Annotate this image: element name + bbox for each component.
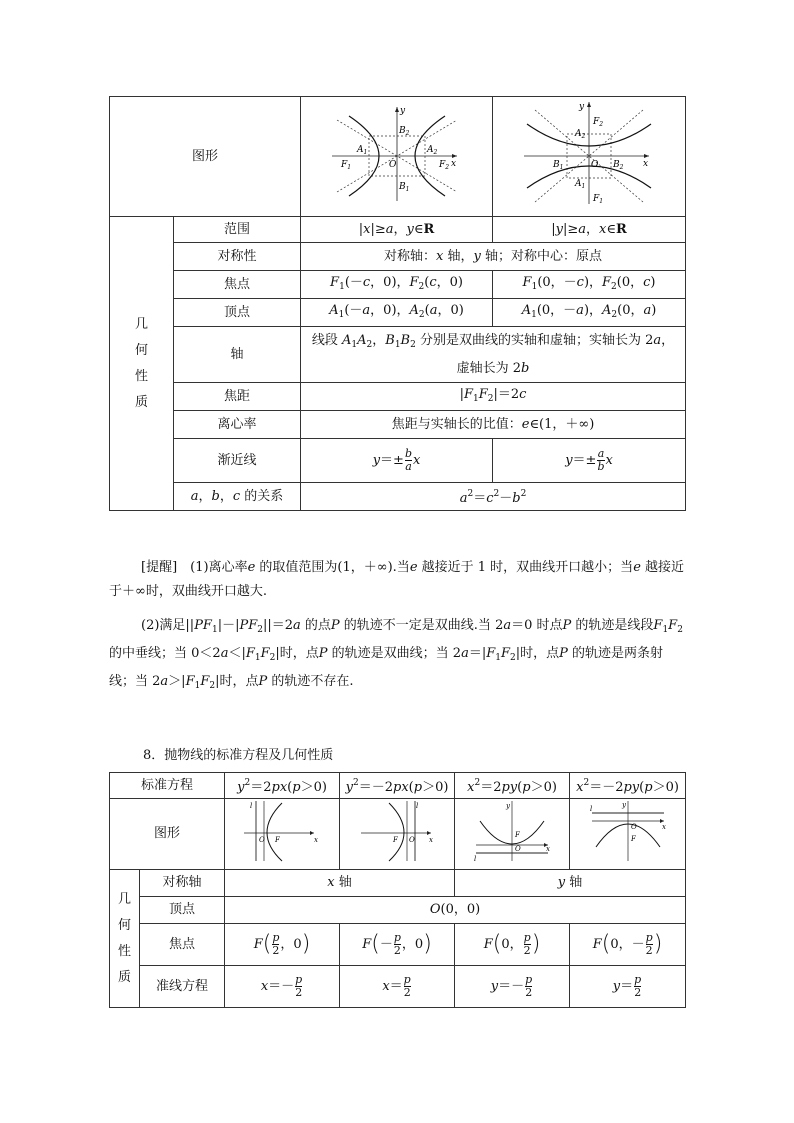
reminder-paragraph-2: (2)满足$||PF_1|-|PF_2||=2a$ 的点P 的轨迹不一定是双曲线.当 2a＝0 时点P 的轨迹是线段$F_1F_2$ 的中垂线；当 $0<2a<|F_1F_2|$时，点P 的轨迹是双曲线；当 $2a=|F_1F_2|$时，点P 的轨迹是两条射线；当 $2a>|F_1F_2|$时，点P 的轨迹不存在. [109, 618, 683, 691]
range-horizontal: |x|≥a，y∈R [301, 217, 493, 243]
parabola-left-figure [340, 799, 455, 870]
y-axis-label: y [399, 105, 405, 116]
svg-text:F: F [393, 836, 398, 844]
focus-horizontal: $F_1(-c$，0)，$F_2(c$，0) [301, 271, 493, 299]
std-eq-up: $x^2=2py(p>0)$ [455, 773, 570, 799]
range-vertical: |y|≥a，x∈R [493, 217, 686, 243]
parabola-vertex-label: 顶点 [140, 897, 225, 924]
svg-text:A1: $A_1$ [575, 178, 586, 190]
svg-text:y: y [621, 801, 626, 809]
horizontal-hyperbola-diagram [327, 104, 467, 204]
svg-text:B1: $B_1$ [553, 159, 564, 171]
parabola-axis-x: x 轴 [225, 870, 455, 897]
svg-text:x: x [429, 836, 433, 844]
relation-label: a，b，c 的关系 [174, 483, 301, 511]
parabola-directrix-left: x＝ $\frac{p}{2}$ [340, 966, 455, 1008]
eccentricity-label: 离心率 [174, 411, 301, 439]
parabola-geometry-label: 几 何 性 质 [110, 870, 140, 1008]
vertex-vertical: $A_1(0$，－a)，$A_2(0$，a) [493, 299, 686, 327]
parabola-right-diagram [242, 799, 322, 863]
svg-text:O: O [409, 836, 415, 844]
focal-distance-value: $|F_1F_2|=2c$ [301, 383, 686, 411]
parabola-axis-label: 对称轴 [140, 870, 225, 897]
svg-text:O: O [630, 823, 637, 831]
svg-text:B2: $B_2$ [613, 159, 624, 171]
svg-text:F2: $F_2$ [593, 116, 604, 128]
parabola-up-figure [455, 799, 570, 870]
parabola-right-figure [225, 799, 340, 870]
std-eq-label: 标准方程 [110, 773, 225, 799]
parabola-properties-table [109, 772, 686, 1008]
std-eq-down: $x^2=-2py(p>0)$ [570, 773, 686, 799]
svg-text:B2: $B_2$ [398, 125, 409, 137]
svg-text:F2: $F_2$ [438, 159, 449, 171]
parabola-focus-down: F(0，－ $\frac{p}{2}$ ) [570, 924, 686, 966]
axis-label: 轴 [174, 327, 301, 383]
svg-text:F: F [630, 835, 636, 843]
svg-text:x: x [546, 845, 550, 853]
origin-label: O [388, 159, 396, 170]
vertex-label: 顶点 [174, 299, 301, 327]
svg-text:A1: $A_1$ [356, 144, 367, 156]
std-eq-left: $y^2=-2px(p>0)$ [340, 773, 455, 799]
parabola-down-diagram [588, 799, 668, 863]
svg-text:O: O [515, 845, 521, 853]
parabola-directrix-down: y＝ $\frac{p}{2}$ [570, 966, 686, 1008]
svg-text:F1: $F_1$ [340, 159, 351, 171]
svg-text:A2: $A_2$ [426, 144, 437, 156]
geometry-properties-label: 几 何 性 质 [110, 217, 174, 511]
symmetry-label: 对称性 [174, 243, 301, 271]
svg-text:l: l [250, 802, 253, 810]
vertical-hyperbola-diagram [519, 100, 659, 208]
symmetry-value: 对称轴：x 轴，y 轴；对称中心：原点 [301, 243, 686, 271]
hyperbola-properties-table [109, 96, 686, 511]
parabola-up-diagram [472, 799, 552, 863]
parabola-focus-right: F( $\frac{p}{2}$ ，0) [225, 924, 340, 966]
parabola-section-title: 8．抛物线的标准方程及几何性质 [143, 748, 334, 763]
svg-text:x: x [661, 823, 666, 831]
asymptote-label: 渐近线 [174, 439, 301, 483]
std-eq-right: $y^2=2px(p>0)$ [225, 773, 340, 799]
svg-text:F: F [275, 836, 280, 844]
hyperbola-vertical-figure [493, 97, 686, 217]
asymptote-horizontal: y＝± $\frac{b}{a}$ x [301, 439, 493, 483]
svg-text:O: O [259, 836, 265, 844]
svg-text:B1: $B_1$ [398, 181, 409, 193]
parabola-down-figure [570, 799, 686, 870]
svg-text:x: x [643, 158, 649, 169]
svg-text:F: F [515, 831, 520, 839]
figure-label: 图形 [110, 97, 301, 217]
svg-text:l: l [416, 802, 419, 810]
asymptote-vertical: y＝± $\frac{a}{b}$ x [493, 439, 686, 483]
focus-label: 焦点 [174, 271, 301, 299]
focal-distance-label: 焦距 [174, 383, 301, 411]
svg-text:A2: $A_2$ [575, 128, 586, 140]
parabola-directrix-label: 准线方程 [140, 966, 225, 1008]
svg-text:O: O [591, 159, 599, 170]
svg-text:y: y [579, 101, 585, 112]
svg-text:y: y [506, 802, 510, 810]
hyperbola-horizontal-figure [301, 97, 493, 217]
eccentricity-value: 焦距与实轴长的比值：e∈(1，＋∞) [301, 411, 686, 439]
svg-text:l: l [474, 855, 477, 863]
vertex-horizontal: $A_1(-a$，0)，$A_2(a$，0) [301, 299, 493, 327]
parabola-directrix-right: x＝－ $\frac{p}{2}$ [225, 966, 340, 1008]
parabola-figure-label: 图形 [110, 799, 225, 870]
relation-value: $a^2=c^2-b^2$ [301, 483, 686, 511]
axis-value: 线段 $A_1A_2$，$B_1B_2$ 分别是双曲线的实轴和虚轴；实轴长为 2a， 虚轴长为 2b [301, 327, 686, 383]
range-label: 范围 [174, 217, 301, 243]
parabola-vertex-value: O(0，0) [225, 897, 686, 924]
parabola-focus-label: 焦点 [140, 924, 225, 966]
parabola-axis-y: y 轴 [455, 870, 686, 897]
svg-text:l: l [589, 805, 592, 813]
x-axis-label: x [450, 158, 456, 169]
parabola-focus-left: F(－ $\frac{p}{2}$ ，0) [340, 924, 455, 966]
parabola-left-diagram [357, 799, 437, 863]
reminder-paragraph-1: [提醒] (1)离心率e 的取值范围为(1，＋∞).当e 越接近于 1 时，双曲线开口越小；当e 越接近于＋∞时，双曲线开口越大. [109, 560, 685, 599]
focus-vertical: $F_1(0$，－c)，$F_2(0$，c) [493, 271, 686, 299]
parabola-focus-up: F(0， $\frac{p}{2}$ ) [455, 924, 570, 966]
svg-text:x: x [314, 836, 318, 844]
parabola-directrix-up: y＝－ $\frac{p}{2}$ [455, 966, 570, 1008]
svg-text:F1: $F_1$ [593, 193, 604, 205]
